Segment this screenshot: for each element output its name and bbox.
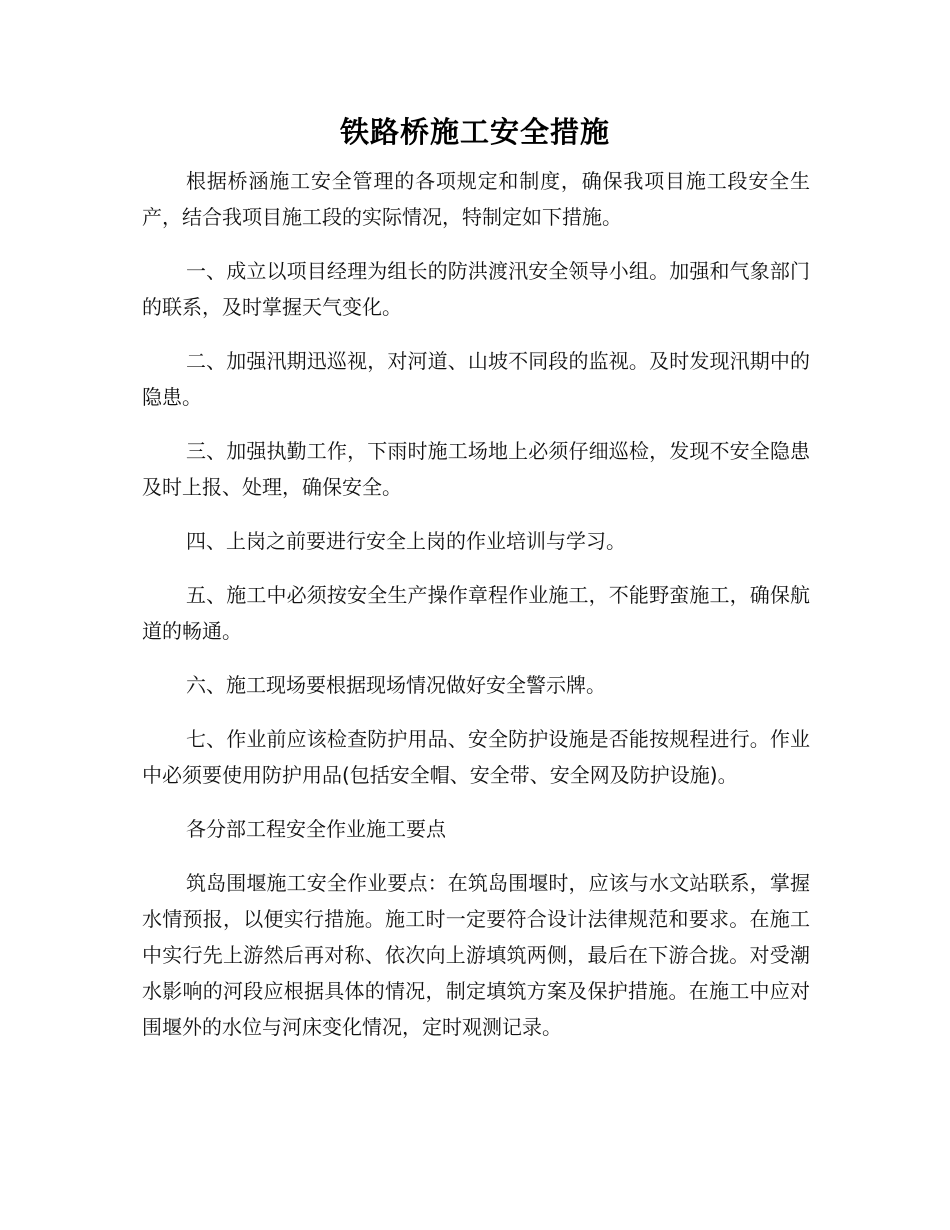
paragraph-item-7: 七、作业前应该检查防护用品、安全防护设施是否能按规程进行。作业中必须要使用防护用品(包括安全帽、安全带、安全网及防护设施)。 [142, 727, 810, 787]
document-body [142, 163, 810, 1063]
paragraph-cofferdam: 筑岛围堰施工安全作业要点：在筑岛围堰时，应该与水文站联系，掌握水情预报，以便实行措施。施工时一定要符合设计法律规范和要求。在施工中实行先上游然后再对称、依次向上游填筑两侧，最后在下游合拢。对受潮水影响的河段应根据具体的情况，制定填筑方案及保护措施。在施工中应对围堰外的水位与河床变化情况，定时观测记录。 [142, 871, 810, 1039]
paragraph-item-3: 三、加强执勤工作，下雨时施工场地上必须仔细巡检，发现不安全隐患及时上报、处理，确保安全。 [142, 439, 810, 499]
paragraph-item-2: 二、加强汛期迅巡视，对河道、山坡不同段的监视。及时发现汛期中的隐患。 [142, 349, 810, 409]
paragraph-intro: 根据桥涵施工安全管理的各项规定和制度，确保我项目施工段安全生产，结合我项目施工段的实际情况，特制定如下措施。 [142, 169, 810, 229]
section-heading: 各分部工程安全作业施工要点 [186, 817, 446, 841]
paragraph-item-6: 六、施工现场要根据现场情况做好安全警示牌。 [186, 673, 606, 697]
document-title: 铁路桥施工安全措施 [339, 115, 610, 149]
paragraph-item-1: 一、成立以项目经理为组长的防洪渡汛安全领导小组。加强和气象部门的联系，及时掌握天气变化。 [142, 259, 810, 319]
paragraph-item-4: 四、上岗之前要进行安全上岗的作业培训与学习。 [186, 529, 626, 553]
paragraph-item-5: 五、施工中必须按安全生产操作章程作业施工，不能野蛮施工，确保航道的畅通。 [142, 583, 810, 643]
